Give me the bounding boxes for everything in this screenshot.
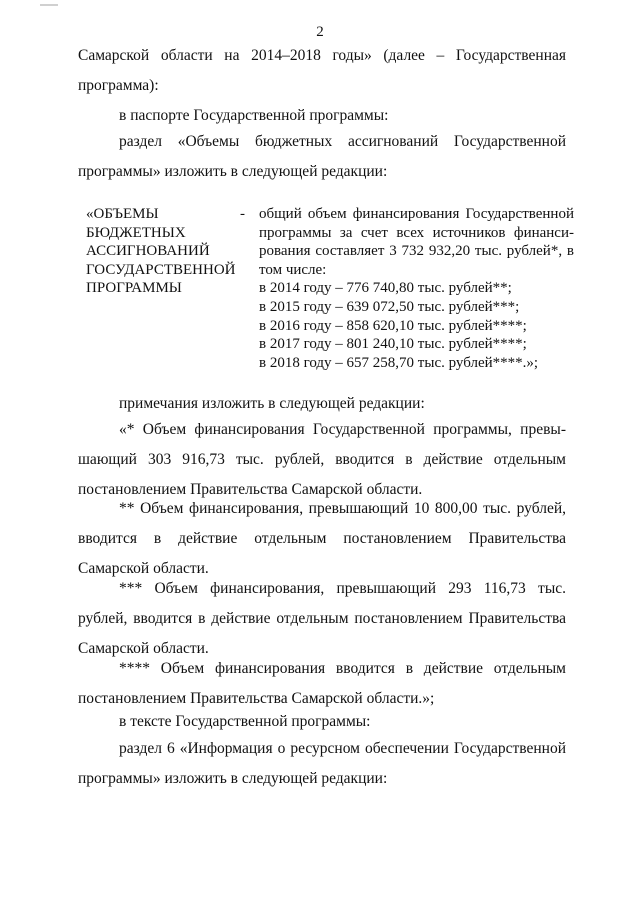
note-3: *** Объем финансирования, превышающий 293 116,73 тыс. рублей, вводится в действие отдельным постановлением Правительства Самарской области. [78,580,566,657]
heading-line: ГОСУДАРСТВЕННОЙ [86,261,236,278]
passport-block-dash: - [240,206,245,222]
passport-block-heading [86,205,236,298]
funding-year-line: в 2017 году – 801 240,10 тыс. рублей****; [259,336,527,353]
funding-total-description: общий объем финансирования Государственной программы за счет всех источников финансирования составляет 3 732 932,20 тыс. рублей*, в том числе: [259,206,574,278]
paragraph-program-text: в тексте Государственной программы: [119,713,371,730]
page-number: 2 [316,24,324,40]
note-4: **** Объем финансирования вводится в действие отдельным постановлением Правительства Самарской области.»; [78,660,566,707]
heading-line: «ОБЪЕМЫ [86,206,159,222]
funding-year-line: в 2014 году – 776 740,80 тыс. рублей**; [259,280,512,297]
funding-year-line: в 2015 году – 639 072,50 тыс. рублей***; [259,298,520,315]
passport-block-content [259,205,574,372]
paragraph-section-6: раздел 6 «Информация о ресурсном обеспечении Государственной программы» изложить в следующей редакции: [78,740,566,787]
paragraph-section-volumes: раздел «Объемы бюджетных ассигнований Государственной программы» изложить в следующей редакции: [78,133,566,180]
paragraph-notes-intro: примечания изложить в следующей редакции: [119,395,425,412]
scan-mark [40,4,58,6]
funding-year-line: в 2018 году – 657 258,70 тыс. рублей****.»; [259,354,539,371]
funding-year-line: в 2016 году – 858 620,10 тыс. рублей****; [259,317,527,334]
note-2: ** Объем финансирования, превышающий 10 800,00 тыс. рублей, вводится в действие отдельным постановлением Правительства Самарской области. [78,500,566,577]
note-1: «* Объем финансирования Государственной программы, превышающий 303 916,73 тыс. рублей, вводится в действие отдельным постановлением Правительства Самарской области. [78,421,566,498]
paragraph-passport: в паспорте Государственной программы: [119,107,389,124]
heading-line: БЮДЖЕТНЫХ [86,224,186,241]
heading-line: АССИГНОВАНИЙ [86,243,210,260]
paragraph-continuation: Самарской области на 2014–2018 годы» (далее – Государственная программа): [78,47,566,94]
heading-line: ПРОГРАММЫ [86,280,182,297]
